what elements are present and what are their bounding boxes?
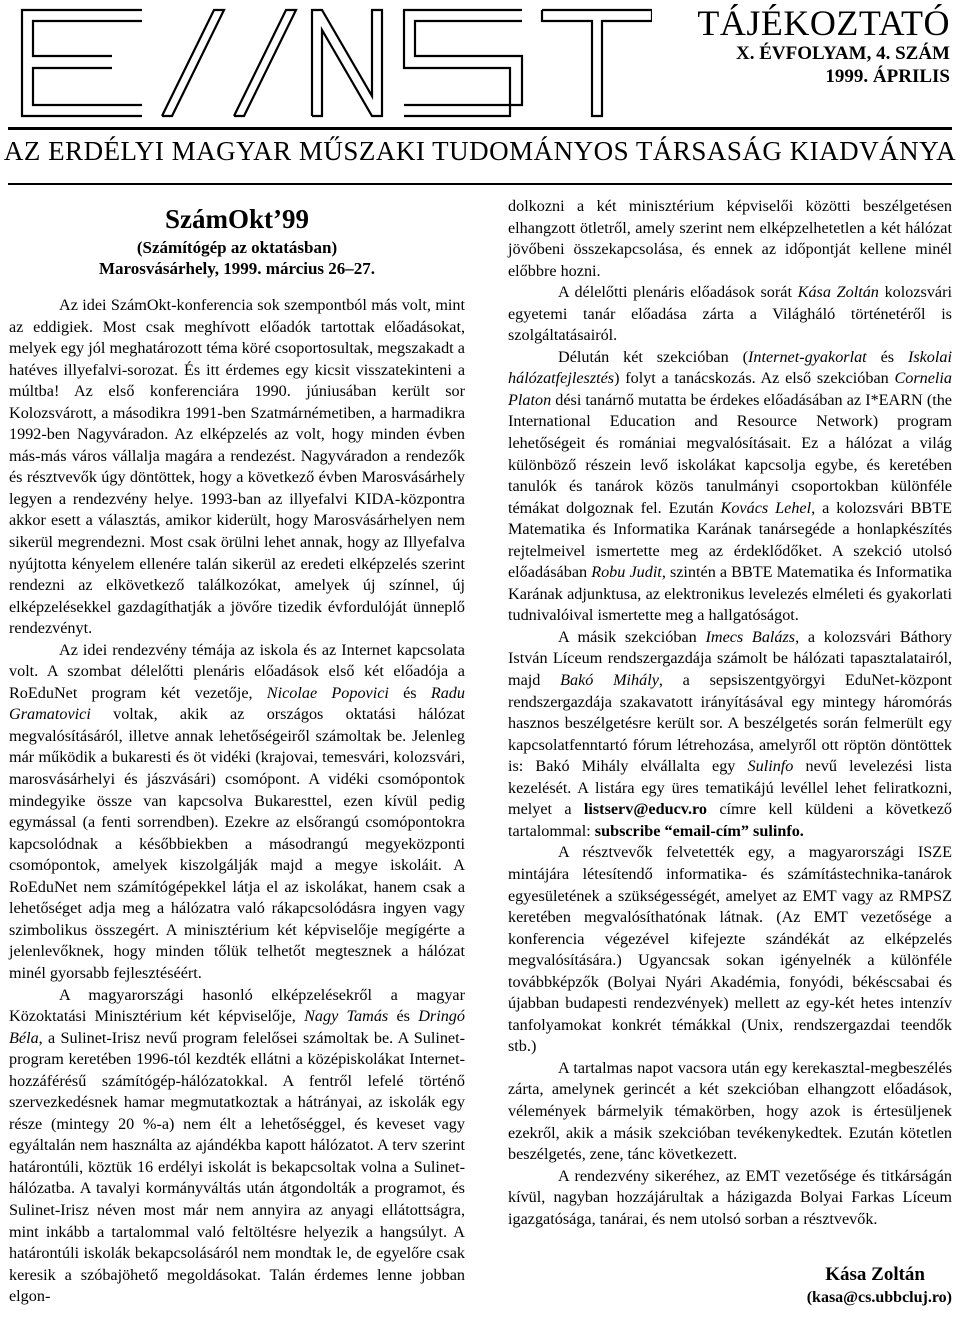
logo-n bbox=[312, 10, 382, 116]
paragraph-5: A délelőtti plenáris előadások sorát Kása Zoltán kolozsvári egyetemi tanár előadása zárta a Világháló történetéről is szolgáltatásairól. bbox=[508, 283, 952, 345]
person-name: Dringó Béla bbox=[9, 1007, 465, 1047]
person-name: Nicolae Popovici bbox=[266, 683, 389, 702]
paragraph-7: A másik szekcióban Imecs Balázs, a kolozsvári Báthory István Líceum rendszergazdája számolt be hálózati tapasztalatairól, majd Bakó Mihály, a sepsiszentgyörgyi EduNet-központ rendszergazdája szakavatott irányításával egy mintegy háromórás hasznos beszélgetésre került sor. A beszélgetés során felmerült egy kapcsolatfenntartó fórum létrehozása, amelyről ott röptön döntöttek is: Bakó Mihály elvállalta egy Sulinfo nevű levelezési lista kezelését. A listára egy üres tematikájú levéllel lehet feliratkozni, melyet a listserv@educv.ro címre kell küldeni a következő tartalommal: subscribe “email-cím” sulinfo. bbox=[508, 627, 953, 840]
article-title: SzámOkt’99 bbox=[165, 204, 309, 234]
paragraph-9: A tartalmas napot vacsora után egy kerekasztal-megbeszélés zárta, amelynek gerincét a két szekcióban elhangzott előadások, vélemények bármelyik témakörben, hogy azok is értesüljenek ezekről, akik a másik szekcióban tevékenykedtek. Ezután kötetlen beszélgetés, zene, tánc következett. bbox=[508, 1058, 952, 1164]
person-name: Kása Zoltán bbox=[797, 283, 879, 302]
logo-slash-1 bbox=[162, 10, 224, 116]
logo-e-outer bbox=[22, 10, 142, 116]
list-name: Sulinfo bbox=[747, 757, 794, 776]
paragraph-6: Délután két szekcióban (Internet-gyakorlat és Iskolai hálózatfejlesztés) folyt a tanácskozás. Az első szekcióban Cornelia Platon dési tanárnő mutatta be érdekes előadásában az I*EARN (the International Education and Resource Network) program lehetőségeit és romániai megvalósításait. Ez a hálózat a világ különböző részein levő iskolákat kapcsolja egybe, és keretében tanulók és tanárok közös tanulmányi csoportokban különféle témákat dolgoznak fel. Ezután Kovács Lehel, a kolozsvári BBTE Matematika és Informatika Karának tanársegéde a honlapkészítés rejtelmeivel ismertette meg az érdeklődőket. A szekció utolsó előadásában Robu Judit, szintén a BBTE Matematika és Informatika Karának adjunktusa, az elektronikus levelezés elméleti és gyakorlati tudnivalóival ismertette meg a hallgatóságot. bbox=[508, 347, 952, 625]
person-name: Nagy Tamás bbox=[304, 1007, 389, 1026]
person-name: Robu Judit bbox=[591, 563, 662, 582]
author-signature bbox=[508, 1263, 952, 1309]
paragraph-10: A rendezvény sikeréhez, az EMT vezetősége és titkárságán kívül, nagyban hozzájárultak a házigazda Bolyai Farkas Líceum igazgatósága, tanárai, és nem utolsó sorban a résztvevők. bbox=[508, 1166, 952, 1228]
paragraph-4: dolkozni a két minisztérium képviselői közötti beszélgetésen elhangzott ötletről, amely szerint nem elképzelhetetlen a két hálózat jövőbeni összekapcsolása, és ennek az időpontját kellene minél előbbre hozni. bbox=[508, 197, 952, 280]
newsletter-title: TÁJÉKOZTATÓ bbox=[697, 3, 950, 43]
logo-e-bottom bbox=[33, 68, 142, 105]
article-header bbox=[9, 204, 465, 279]
issue-date: 1999. ÁPRILIS bbox=[825, 66, 950, 87]
publisher-banner: AZ ERDÉLYI MAGYAR MŰSZAKI TUDOMÁNYOS TÁRSASÁG KIADVÁNYA bbox=[3, 136, 957, 166]
left-column bbox=[9, 196, 465, 1308]
right-column bbox=[508, 196, 952, 1230]
person-name: Cornelia Platon bbox=[508, 369, 952, 409]
author-name: Kása Zoltán bbox=[825, 1264, 925, 1285]
logo-e-top bbox=[33, 21, 142, 56]
masthead-info bbox=[697, 4, 950, 88]
person-name: Kovács Lehel bbox=[720, 498, 812, 517]
banner-rule-bottom bbox=[8, 183, 952, 185]
list-address: listserv@educv.ro bbox=[583, 800, 708, 819]
emt-logo bbox=[12, 8, 652, 118]
logo-t bbox=[542, 10, 652, 116]
article-subtitle: (Számítógép az oktatásban) bbox=[136, 238, 338, 257]
paragraph-3: A magyarországi hasonló elképzelésekről a magyar Közoktatási Minisztérium két képviselője, Nagy Tamás és Dringó Béla, a Sulinet-Irisz nevű program felelősei számoltak be. A Sulinet-program keretében 1996-tól kezdték ellátni a középiskolákat Internet-hozzáférésű számítógép-hálózatokkal. A fentről lefelé történő szervezkedésnek hamar megmutatkoztak a hátrányai, az iskolák egy része (mintegy 20 %-a) nem élt a lehetőséggel, és keveset vagy egyáltalán nem használta az ajándékba kapott hálózatot. A terv szerint határontúli, köztük 16 erdélyi iskolát is bekapcsoltak volna a Sulinet-hálózatba. A tavalyi kormányváltás után átgondolták a programot, és Sulinet-Irisz néven most már nem annyira az anyagi ellátottságra, mint inkább a tartalommal való feltöltésre helyezik a hangsúlyt. A határontúli iskolák bekapcsolásáról nem mondtak le, de egyelőre csak keresik a szóbajöhető megoldásokat. Talán érdemes lenne jobban elgon- bbox=[9, 985, 465, 1306]
logo-s-inner bbox=[404, 21, 522, 105]
person-name: Radu Gramatovici bbox=[9, 683, 465, 724]
section-name: Internet-gyakorlat bbox=[748, 347, 867, 366]
logo-slash-2 bbox=[234, 10, 296, 116]
person-name: Bakó Mihály bbox=[560, 671, 659, 690]
author-email: (kasa@cs.ubbcluj.ro) bbox=[806, 1289, 952, 1306]
person-name: Imecs Balázs bbox=[705, 627, 796, 646]
banner-rule-top bbox=[8, 127, 952, 130]
paragraph-2: Az idei rendezvény témája az iskola és az Internet kapcsolata volt. A szombat délelőtti plenáris előadások első két előadója a RoEduNet program két vezetője, Nicolae Popovici és Radu Gramatovici voltak, akik az országos oktatási hálózat megvalósításáról, illetve annak lehetőségeiről számoltak be. Jelenleg már működik a bukaresti és öt vidéki (krajovai, temesvári, kolozsvári, marosvásárhelyi és jászvásári) csomópont. A vidéki csomópontok mindegyike össze van kapcsolva Bukaresttel, ezen kívül pedig egymással (a fenti sorrendben). Ezekre az elsőrangú csomópontokra kapcsolódnak a későbbiekben a másodrangú megyeközponti csomópontok, amelyek kiszolgálják majd a megye iskoláit. A RoEduNet nem számítógépekkel látja el az iskolákat, hanem csak a lehetőséget adja meg a hálózatra való rákapcsolódásra ingyen vagy szimbolikus összegért. A minisztérium két képviselője megígérte a jelenlevőknek, hogy minden tőlük telhetőt megtesznek a hálózat minél gyorsabb fejlesztéséért. bbox=[9, 640, 465, 982]
section-name: Iskolai hálózatfejlesztés bbox=[508, 347, 952, 388]
logo-s-outer bbox=[404, 10, 522, 116]
paragraph-1: Az idei SzámOkt-konferencia sok szempontból más volt, mint az eddigiek. Most csak meghívott előadók tartottak előadásokat, melyek egy jól meghatározott téma köré csoportosultak, megszakadt a hatéves illyefalvi-sorozat. És itt érdemes egy kicsit visszatekinteni a múltba! Az első konferenciára 1990. júniusában került sor Kolozsvárott, a másodikra 1991-ben Szatmárnémetiben, a harmadikra 1992-ben Nagyváradon. Az elképzelés az volt, hogy minden évben más-más város vállalja magára a rendezést. Nagyváradon a rendezők és résztvevők úgy döntöttek, hogy a következő évben Marosvásárhely legyen a rendezvény helye. 1993-ban az illyefalvi KIDA-központra akkor esett a választás, amikor kiderült, hogy Marosvásárhelyen nem sikerül megrendezni. Most csak örülni lehet annak, hogy az Illyefalva nyújtotta kényelem ellenére talán sikerül az eredeti elképzelés szerint rendezni az elkövetkező találkozókat, amelyek új színnel, új elképzelésekkel gazdagíthatják a jövőre tizedik évfordulóját ünneplő rendezvényt. bbox=[9, 296, 465, 638]
paragraph-8: A résztvevők felvetették egy, a magyarországi ISZE mintájára létesítendő informatika- és számítástechnika-tanárok egyesületének a szükségességét, amelyet az EMT vagy az RMPSZ keretében megvalósíthatónak látnak. (Az EMT vezetősége a konferencia végezével kifejezte szándékát az elképzelés megvalósítására.) Ugyancsak sokan igényelnék a különféle továbbképzők (Bolyai Nyári Akadémia, fonyódi, békéscsabai és újabban budapesti rendezvények) mellett az egy-két hetes intenzív tanfolyamokat konkrét témákkal (Unix, rendszergazdai teendők stb.) bbox=[508, 843, 952, 1056]
subscribe-command: subscribe “email-cím” sulinfo. bbox=[594, 821, 804, 840]
volume-number: X. ÉVFOLYAM, 4. SZÁM bbox=[736, 43, 950, 64]
article-place-date: Marosvásárhely, 1999. március 26–27. bbox=[98, 259, 376, 278]
